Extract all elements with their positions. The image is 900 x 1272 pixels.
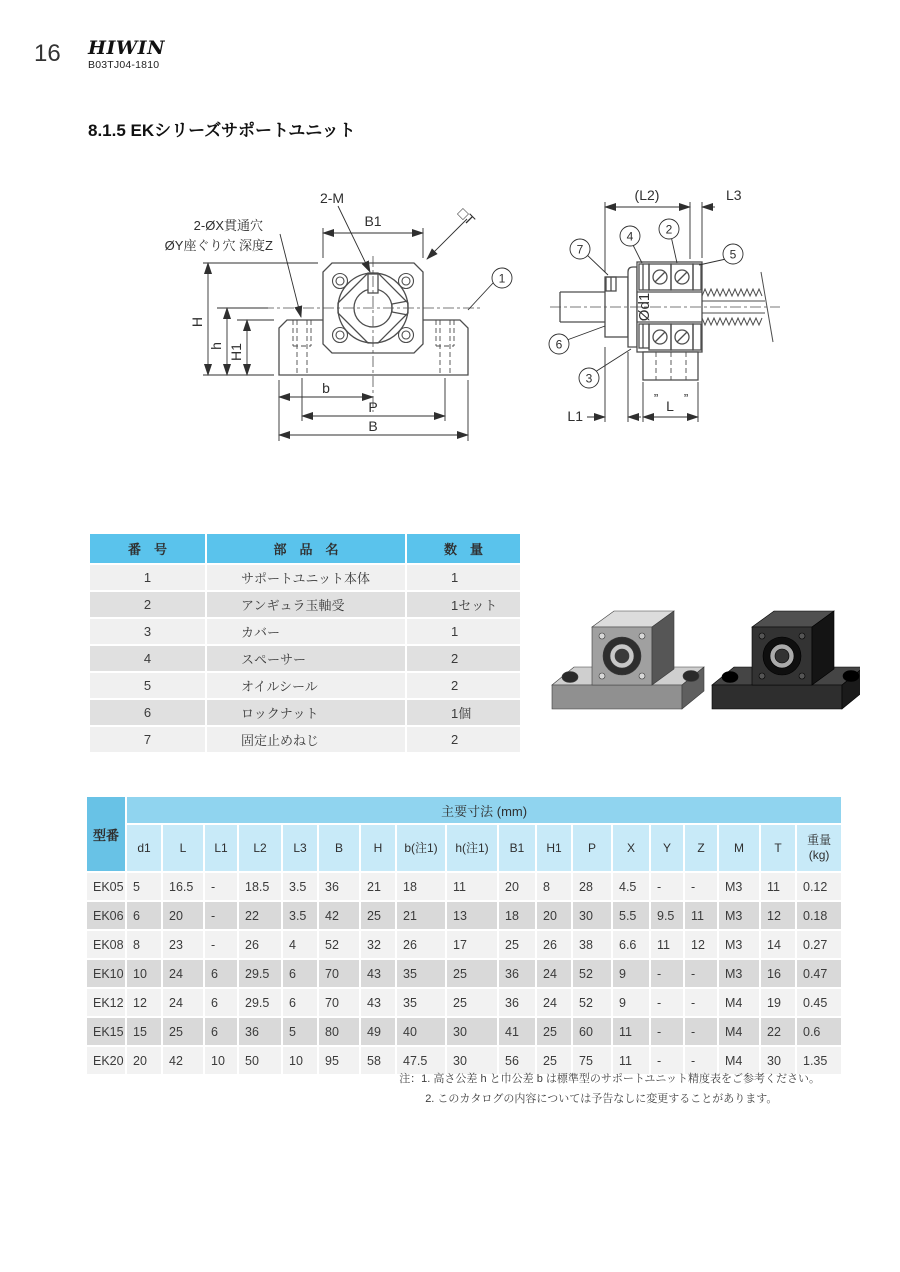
dim-cell: 22 [761, 1018, 795, 1045]
parts-cell-qty: 1 [407, 619, 520, 644]
dim-cell: 25 [361, 902, 395, 929]
dim-cell: - [651, 989, 683, 1016]
dim-col-header: b(注1) [397, 825, 445, 871]
dim-cell: 6 [283, 960, 317, 987]
dim-cell: 43 [361, 989, 395, 1016]
dim-cell: M4 [719, 1047, 759, 1074]
front-dim-b: b [322, 380, 330, 396]
dim-cell: 41 [499, 1018, 535, 1045]
dim-cell: 17 [447, 931, 497, 958]
dim-cell: 20 [499, 873, 535, 900]
dim-cell: 49 [361, 1018, 395, 1045]
dim-cell: 23 [163, 931, 203, 958]
front-view-drawing [75, 160, 535, 460]
dim-cell: 6 [127, 902, 161, 929]
dim-cell: 11 [651, 931, 683, 958]
parts-cell-qty: 2 [407, 646, 520, 671]
footnote-1: 注：1. 高さ公差 h と巾公差 b は標準型のサポートユニット精度表をご参考ください。 [399, 1073, 820, 1085]
table-row [90, 727, 520, 752]
dim-col-header: d1 [127, 825, 161, 871]
dim-cell: 8 [127, 931, 161, 958]
dim-cell: M4 [719, 1018, 759, 1045]
parts-cell-no: 3 [90, 619, 205, 644]
front-dim-B: B [368, 418, 378, 434]
dim-cell: 18 [397, 873, 445, 900]
dim-cell: 6 [205, 1018, 237, 1045]
dim-cell: 58 [361, 1047, 395, 1074]
table-row [90, 700, 520, 725]
dim-cell: 36 [239, 1018, 281, 1045]
parts-cell-no: 7 [90, 727, 205, 752]
section-title: 8.1.5 EKシリーズサポートユニット [88, 121, 356, 140]
dim-cell: 28 [573, 873, 611, 900]
parts-table [88, 532, 522, 754]
parts-cell-name: 固定止めねじ [207, 727, 405, 752]
dim-cell: - [651, 873, 683, 900]
dim-group-header: 主要寸法 (mm) [127, 797, 841, 823]
side-ditto-right: ” [683, 391, 689, 406]
parts-cell-name: カバー [207, 619, 405, 644]
dimensions-table [85, 795, 843, 1076]
dim-cell: 18.5 [239, 873, 281, 900]
parts-col-qty: 数 量 [407, 534, 520, 563]
table-row [87, 931, 841, 958]
dim-corner-header: 型番 [87, 797, 125, 871]
dim-col-header: L3 [283, 825, 317, 871]
model-cell: EK15 [87, 1018, 125, 1045]
dim-cell: M3 [719, 960, 759, 987]
table-row [90, 619, 520, 644]
dim-cell: 60 [573, 1018, 611, 1045]
dim-cell: - [685, 1018, 717, 1045]
brand-logo: HIWIN [88, 37, 165, 59]
dimensions-table-body [87, 873, 841, 1074]
dim-cell: 11 [613, 1018, 649, 1045]
dim-cell: - [685, 1047, 717, 1074]
side-dim-l2: (L2) [634, 187, 660, 203]
side-callout-4: 4 [626, 229, 634, 244]
dim-cell: 47.5 [397, 1047, 445, 1074]
dim-cell: 25 [447, 960, 497, 987]
dim-cell: 9.5 [651, 902, 683, 929]
dim-cell: 6 [205, 960, 237, 987]
table-row [87, 989, 841, 1016]
parts-cell-qty: 2 [407, 727, 520, 752]
dim-cell: 36 [499, 960, 535, 987]
dim-cell: 24 [163, 960, 203, 987]
parts-cell-no: 5 [90, 673, 205, 698]
front-dim-h: h [208, 342, 224, 350]
dim-col-header: X [613, 825, 649, 871]
dim-cell: 26 [537, 931, 571, 958]
dim-col-header: B1 [499, 825, 535, 871]
dim-cell: 14 [761, 931, 795, 958]
dim-col-header-weight: 重量 (kg) [797, 825, 841, 871]
table-row [90, 592, 520, 617]
model-cell: EK20 [87, 1047, 125, 1074]
side-label-d1: Ød1 [636, 292, 653, 322]
parts-cell-name: アンギュラ玉軸受 [207, 592, 405, 617]
footnote-2: 2. このカタログの内容については予告なしに変更することがあります。 [425, 1093, 778, 1105]
dim-cell: 15 [127, 1018, 161, 1045]
dim-cell: 21 [361, 873, 395, 900]
dim-cell: 29.5 [239, 960, 281, 987]
dim-cell: 0.47 [797, 960, 841, 987]
doc-code: B03TJ04-1810 [88, 59, 160, 71]
side-dim-l: L [666, 398, 674, 414]
dim-cell: 30 [447, 1047, 497, 1074]
parts-cell-qty: 1 [407, 565, 520, 590]
dim-cell: 3.5 [283, 902, 317, 929]
dim-cell: 80 [319, 1018, 359, 1045]
parts-cell-no: 6 [90, 700, 205, 725]
model-cell: EK10 [87, 960, 125, 987]
dim-cell: 4.5 [613, 873, 649, 900]
dim-col-header: Y [651, 825, 683, 871]
dim-col-header: B [319, 825, 359, 871]
dim-cell: 9 [613, 960, 649, 987]
dim-cell: 25 [537, 1018, 571, 1045]
dim-cell: M3 [719, 873, 759, 900]
dim-cell: 8 [537, 873, 571, 900]
support-unit-black [712, 611, 860, 709]
dim-cell: 20 [537, 902, 571, 929]
parts-col-name: 部 品 名 [207, 534, 405, 563]
dim-cell: 25 [537, 1047, 571, 1074]
side-callout-2: 2 [665, 222, 673, 237]
parts-header-row [90, 534, 520, 563]
dim-cell: 43 [361, 960, 395, 987]
parts-cell-name: オイルシール [207, 673, 405, 698]
dim-cell: 35 [397, 960, 445, 987]
dim-cell: 24 [537, 989, 571, 1016]
side-dim-l1: L1 [567, 408, 583, 424]
dim-cell: 70 [319, 989, 359, 1016]
front-dim-P: P [368, 399, 378, 415]
model-cell: EK08 [87, 931, 125, 958]
dim-cell: 24 [163, 989, 203, 1016]
dim-cell: 0.27 [797, 931, 841, 958]
parts-cell-name: スペーサー [207, 646, 405, 671]
dim-cell: 11 [613, 1047, 649, 1074]
dim-cell: 18 [499, 902, 535, 929]
side-callout-7: 7 [576, 242, 584, 257]
table-row [87, 1018, 841, 1045]
table-row [87, 873, 841, 900]
dim-cell: - [205, 873, 237, 900]
dim-cell: 30 [573, 902, 611, 929]
dim-col-header: H [361, 825, 395, 871]
dim-cell: 16.5 [163, 873, 203, 900]
parts-cell-qty: 1個 [407, 700, 520, 725]
dim-cell: 52 [573, 960, 611, 987]
dim-cell: 25 [163, 1018, 203, 1045]
dim-cell: 30 [761, 1047, 795, 1074]
dim-col-header: P [573, 825, 611, 871]
dim-cell: M4 [719, 989, 759, 1016]
dim-cell: 29.5 [239, 989, 281, 1016]
dim-cell: 5 [283, 1018, 317, 1045]
dim-cell: 4 [283, 931, 317, 958]
dim-cell: 75 [573, 1047, 611, 1074]
dim-cell: 19 [761, 989, 795, 1016]
parts-col-no: 番 号 [90, 534, 205, 563]
dim-col-header: Z [685, 825, 717, 871]
parts-table-body [90, 565, 520, 752]
dim-cell: 52 [573, 989, 611, 1016]
front-label-through-hole: 2-ØX貫通穴 [193, 218, 263, 233]
dim-cell: - [205, 931, 237, 958]
front-dim-H1: H1 [228, 343, 244, 361]
side-dim-l3: L3 [726, 187, 742, 203]
dim-cell: 9 [613, 989, 649, 1016]
dim-cell: 11 [447, 873, 497, 900]
support-unit-metal [552, 611, 704, 709]
dim-col-header: M [719, 825, 759, 871]
dim-cell: 42 [163, 1047, 203, 1074]
dim-cell: 22 [239, 902, 281, 929]
dim-cell: 30 [447, 1018, 497, 1045]
front-dim-H: H [189, 316, 205, 328]
dim-cell: 26 [397, 931, 445, 958]
dim-col-header: H1 [537, 825, 571, 871]
front-label-2m: 2-M [319, 190, 345, 206]
dim-cell: 35 [397, 989, 445, 1016]
parts-cell-no: 4 [90, 646, 205, 671]
dim-cell: 5.5 [613, 902, 649, 929]
front-label-counterbore: ØY座ぐり穴 深度Z [164, 238, 273, 253]
dim-cell: 12 [127, 989, 161, 1016]
front-callout-1: 1 [498, 271, 506, 286]
dim-cell: 36 [499, 989, 535, 1016]
dim-cell: 0.12 [797, 873, 841, 900]
side-callout-5: 5 [729, 247, 737, 262]
parts-cell-qty: 1セット [407, 592, 520, 617]
table-row [90, 673, 520, 698]
dim-cell: 11 [685, 902, 717, 929]
dim-col-header: L1 [205, 825, 237, 871]
dim-cell: - [651, 1018, 683, 1045]
dim-cell: 20 [163, 902, 203, 929]
dim-cell: 25 [499, 931, 535, 958]
footnotes [399, 1069, 820, 1109]
dim-cell: 50 [239, 1047, 281, 1074]
dim-cell: 0.45 [797, 989, 841, 1016]
table-row [87, 902, 841, 929]
parts-cell-no: 1 [90, 565, 205, 590]
dim-cell: 56 [499, 1047, 535, 1074]
dim-cell: 32 [361, 931, 395, 958]
dim-cell: 70 [319, 960, 359, 987]
dim-cell: 12 [761, 902, 795, 929]
dim-cell: 0.18 [797, 902, 841, 929]
dim-cell: M3 [719, 931, 759, 958]
dim-cell: 10 [127, 960, 161, 987]
front-dim-square-t: □T [454, 204, 479, 229]
dim-cell: 95 [319, 1047, 359, 1074]
dim-col-header: L [163, 825, 203, 871]
dim-cell: 3.5 [283, 873, 317, 900]
dim-cell: 24 [537, 960, 571, 987]
dim-cell: 10 [283, 1047, 317, 1074]
dim-cell: 6 [205, 989, 237, 1016]
dim-cell: - [651, 1047, 683, 1074]
dim-cell: 20 [127, 1047, 161, 1074]
dim-cell: 38 [573, 931, 611, 958]
dim-cell: 21 [397, 902, 445, 929]
dim-cell: 12 [685, 931, 717, 958]
table-row [90, 565, 520, 590]
dim-cell: - [205, 902, 237, 929]
side-view-drawing [525, 160, 885, 460]
model-cell: EK05 [87, 873, 125, 900]
parts-cell-name: サポートユニット本体 [207, 565, 405, 590]
dim-cell: - [685, 960, 717, 987]
dim-cell: 25 [447, 989, 497, 1016]
model-cell: EK06 [87, 902, 125, 929]
table-row [90, 646, 520, 671]
dim-subheader-row [87, 825, 841, 871]
dim-cell: - [685, 989, 717, 1016]
dim-cell: 40 [397, 1018, 445, 1045]
dim-cell: 16 [761, 960, 795, 987]
side-ditto-left: ” [653, 391, 659, 406]
model-cell: EK12 [87, 989, 125, 1016]
dim-cell: 42 [319, 902, 359, 929]
dim-cell: 0.6 [797, 1018, 841, 1045]
page-number: 16 [34, 40, 61, 67]
table-row [87, 960, 841, 987]
dim-cell: 36 [319, 873, 359, 900]
side-callout-6: 6 [555, 337, 563, 352]
dim-cell: 1.35 [797, 1047, 841, 1074]
side-callout-3: 3 [585, 371, 593, 386]
dim-cell: 26 [239, 931, 281, 958]
dim-cell: - [685, 873, 717, 900]
product-photo [540, 565, 860, 745]
parts-cell-no: 2 [90, 592, 205, 617]
dim-cell: 13 [447, 902, 497, 929]
dim-cell: M3 [719, 902, 759, 929]
dim-cell: 11 [761, 873, 795, 900]
dim-band-row [87, 797, 841, 823]
dim-cell: 6.6 [613, 931, 649, 958]
dim-cell: - [651, 960, 683, 987]
dim-cell: 6 [283, 989, 317, 1016]
dim-col-header: L2 [239, 825, 281, 871]
dim-col-header: h(注1) [447, 825, 497, 871]
dim-cell: 10 [205, 1047, 237, 1074]
parts-cell-name: ロックナット [207, 700, 405, 725]
dim-cell: 5 [127, 873, 161, 900]
dim-cell: 52 [319, 931, 359, 958]
parts-cell-qty: 2 [407, 673, 520, 698]
dim-col-header: T [761, 825, 795, 871]
front-dim-b1: B1 [364, 213, 382, 229]
